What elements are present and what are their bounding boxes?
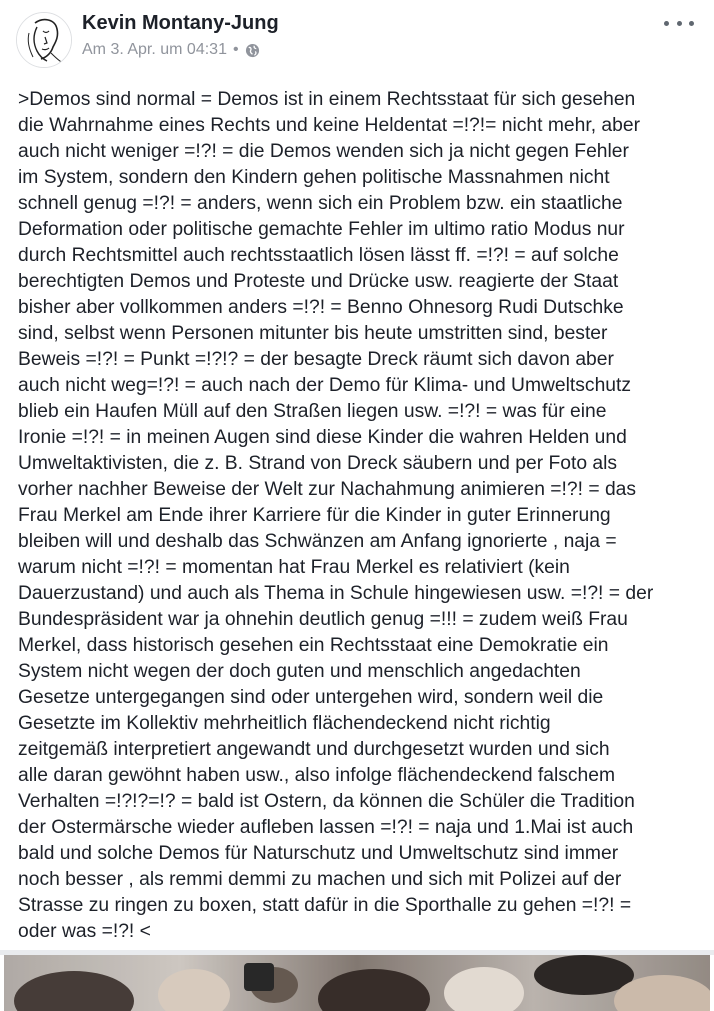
- more-dot: [677, 21, 682, 26]
- post-timestamp[interactable]: Am 3. Apr. um 04:31: [82, 41, 227, 58]
- photo-preview-image: [4, 955, 710, 1011]
- avatar-sketch-icon: [17, 13, 71, 67]
- meta-separator: •: [232, 41, 239, 58]
- post-text: >Demos sind normal = Demos ist in einem Rechtsstaat für sich gesehen die Wahrnahme eines Rechts und keine Heldentat =!?!= nicht mehr, aber auch nicht weniger =!?! = die Demos wenden sich ja nicht gegen Fehler im System, sondern den Kindern gehen politische Massnahmen nicht schnell genug =!?! = anders, wenn sich ein Problem bzw. ein staatliche Deformation oder politische gemachte Fehler im ultimo ratio Modus nur durch Rechtsmittel auch rechtsstaatlich lösen lässt ff. =!?! = auf solche berechtigten Demos und Proteste und Drücke usw. reagierte der Staat bisher aber vollkommen anders =!?! = Benno Ohnesorg Rudi Dutschke sind, selbst wenn Personen mitunter bis heute umstritten sind, bester Beweis =!?! = Punkt =!?!? = der besagte Dreck räumt sich davon aber auch nicht weg=!?! = auch nach der Demo für Klima- und Umweltschutz blieb ein Haufen Müll auf den Straßen liegen usw. =!?! = was für eine Ironie =!?! = in meinen Augen sind diese Kinder die wahren Helden und Umweltaktivisten, die z. B. Strand von Dreck säubern und per Foto als vorher nachher Beweise der Welt zur Nachahmung animieren =!?! = das Frau Merkel am Ende ihrer Karriere für die Kinder in guter Erinnerung bleiben will und deshalb das Schwänzen am Anfang ignorierte , naja = warum nicht =!?! = momentan hat Frau Merkel es relativiert (kein Dauerzustand) und auch als Thema in Schule hingewiesen usw. =!?! = der Bundespräsident war ja ohnehin deutlich genug =!!! = zudem weiß Frau Merkel, dass historisch gesehen ein Rechtsstaat eine Demokratie ein System nicht wegen der doch guten und menschlich angedachten Gesetze untergegangen sind oder untergehen wird, sondern weil die Gesetzte im Kollektiv mehrheitlich flächendeckend nicht richtig zeitgemäß interpretiert angewandt und durchgesetzt wurden und sich alle daran gewöhnt haben usw., also infolge flächendeckend falschem Verhalten =!?!?=!? = bald ist Ostern, da können die Schüler die Tradition der Ostermärsche wieder aufleben lassen =!?! = naja und 1.Mai ist auch bald und solche Demos für Naturschutz und Umweltschutz sind immer noch besser , als remmi demmi zu machen und sich mit Polizei auf der Strasse zu ringen zu boxen, statt dafür in die Sporthalle zu gehen =!?! = oder was =!?! <: [18, 89, 654, 942]
- post-meta: [82, 41, 260, 59]
- post-header: [16, 10, 698, 70]
- author-name[interactable]: Kevin Montany-Jung: [82, 12, 279, 34]
- more-dot: [689, 21, 694, 26]
- more-dot: [664, 21, 669, 26]
- attached-photo[interactable]: [4, 955, 710, 1011]
- more-options-icon[interactable]: [664, 14, 694, 32]
- avatar[interactable]: [16, 12, 72, 68]
- globe-icon[interactable]: [245, 43, 260, 58]
